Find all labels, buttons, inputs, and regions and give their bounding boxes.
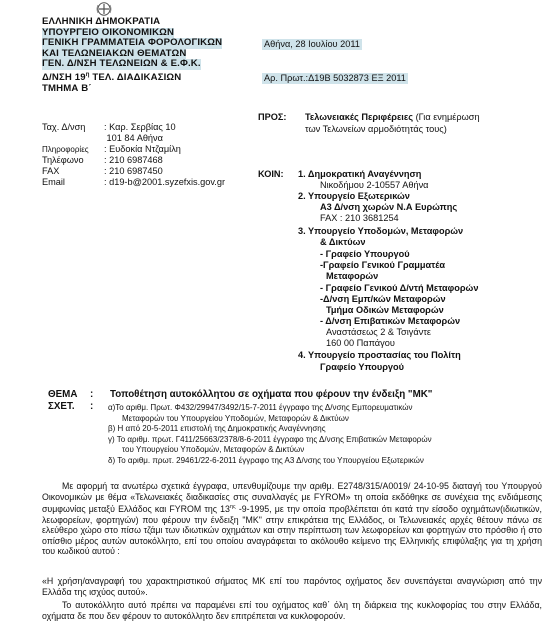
recipient-label: ΠΡΟΣ: (258, 112, 287, 122)
contact-row: Τηλέφωνο : 210 6987468 (42, 155, 163, 166)
reference-item: γ) Το αριθμ. πρωτ. Γ411/25663/2378/8-6-2011 έγγραφο της Δ/νσης Επιβατικών Μεταφορών (108, 434, 432, 444)
cc-item: 160 00 Παπάγου (326, 338, 395, 348)
reference-item: α)Το αριθμ. Πρωτ. Φ432/29947/3492/15-7-2011 έγγραφο της Δ/νσης Εμπορευματικών (108, 403, 413, 412)
protocol-number: Αρ. Πρωτ.:Δ19Β 5032873 ΕΞ 2011 (264, 73, 406, 83)
cc-item: 2. Υπουργείο Εξωτερικών (298, 191, 410, 201)
cc-item: -Γραφείο Γενικού Γραμματέα (320, 260, 446, 270)
cc-item: Μεταφορών (326, 271, 379, 281)
contact-row: Ταχ. Δ/νση : Καρ. Σερβίας 10 (42, 122, 176, 132)
recipient-rest-1: (Για ενημέρωση (413, 112, 480, 122)
cc-item: 1. Δημοκρατική Αναγέννηση (298, 169, 422, 179)
contact-row: 101 84 Αθήνα (104, 133, 163, 144)
subject-colon: : (90, 389, 94, 400)
header-line-ministry: ΥΠΟΥΡΓΕΙΟ ΟΙΚΟΝΟΜΙΚΩΝ (42, 26, 175, 38)
header-line-customs-matters: ΚΑΙ ΤΕΛΩΝΕΙΑΚΩΝ ΘΕΜΑΤΩΝ (42, 47, 187, 59)
reference-item: του Υπουργείου Υποδομών, Μεταφορών & Δικτύων (122, 445, 305, 455)
cc-item: - Γραφείο Υπουργού (320, 249, 410, 259)
cc-item: & Δικτύων (320, 237, 366, 247)
recipient-text (305, 112, 480, 135)
reference-item: δ) Το αριθμ. πρωτ. 29461/22-6-2011 έγγραφο της Α3 Δ/νσης του Υπουργείου Εξωτερικών (108, 455, 424, 465)
cc-item: Νικοδήμου 2-10557 Αθήνα (320, 180, 429, 190)
reference-item: β) Η από 20-5-2011 επιστολή της Δημοκρατικής Αναγέννησης (108, 424, 326, 434)
cc-item: - Γραφείο Γενικού Δ/ντή Μεταφορών (320, 283, 479, 293)
reference-item: Μεταφορών του Υπουργείου Υποδομών, Μεταφορών & Δικτύων (122, 413, 349, 423)
references-label: ΣΧΕΤ. (48, 401, 75, 412)
recipient-rest-2: των Τελωνείων αρμοδιότητάς τους) (305, 123, 447, 134)
document-date: Αθήνα, 28 Ιουλίου 2011 (264, 39, 360, 49)
contact-block (42, 122, 225, 189)
header-line-secretariat: ΓΕΝΙΚΗ ΓΡΑΜΜΑΤΕΙΑ ΦΟΡΟΛΟΓΙΚΩΝ (42, 37, 223, 49)
cc-item: Γραφείο Υπουργού (320, 362, 404, 372)
cc-item: 4. Υπουργείο προστασίας του Πολίτη (298, 350, 461, 360)
body-paragraph-1: Με αφορμή τα ανωτέρω σχετικά έγγραφα, υπενθυμίζουμε την αριθμ. Ε2748/315/Α0019/ 24-10-95 διαταγή του Υπουργού Οικονομικών με θέμα «Τελωνειακές διαδικασίες στις συναλλαγές με FYROM» τη οποία εκδόθηκε σε συνέχεια της ενδιάμεσης συμφωνίας μεταξύ Ελλάδος και FYROM της $13^{\eta\varsigma}$ -9-1995, με την οποία προβλέπεται ότι κατά την είσοδο οχημάτων(ιδιωτικών, λεωφορείων, φορτηγών) που φέρουν την ένδειξη "ΜΚ" στην επικράτεια της Ελλάδος, οι Τελωνειακές αρχές θέτουν πάνω σε ελεύθερο χώρο στο πίσω τζάμι των ιδιωτικών οχημάτων και στην περίπτωση των λεωφορείων και φορτηγών στο πρόσθιο ή στο οπίσθιο μέρος αυτών αυτοκόλλητο, επί του οποίου αναγράφεται το ακόλουθο κείμενο της Ελληνικής επιφύλαξης για τη χρήση του κωδικού αυτού : (42, 481, 542, 557)
contact-row: Email : d19-b@2001.syzefxis.gov.gr (42, 177, 225, 188)
cc-item: -Δ/νση Εμπ/κών Μεταφορών (320, 294, 446, 304)
header-line-general-directorate: ΓΕΝ. Δ/ΝΣΗ ΤΕΛΩΝΕΙΩΝ & Ε.Φ.Κ. (42, 58, 201, 70)
cc-item: Τμήμα Οδικών Μεταφορών (326, 305, 444, 315)
recipient-bold: Τελωνειακές Περιφέρειες (305, 112, 414, 122)
hellenic-emblem-icon (94, 2, 114, 16)
cc-label: ΚΟΙΝ: (258, 169, 284, 179)
header-line-republic: ΕΛΛΗΝΙΚΗ ΔΗΜΟΚΡΑΤΙΑ (42, 16, 161, 27)
cc-item: 3. Υπουργείο Υποδομών, Μεταφορών (298, 226, 464, 236)
cc-item: Αναστάσεως 2 & Τσιγάντε (326, 327, 431, 337)
subject-label: ΘΕΜΑ (48, 389, 78, 400)
contact-row: FAX : 210 6987450 (42, 166, 163, 177)
header-ministry-block (42, 17, 222, 94)
body-quote: «Η χρήση/αναγραφή του χαρακτηριστικού σήματος ΜΚ επί του παρόντος οχήματος δεν συνεπάγεται αναγνώριση από την Ελλάδα της ισχύος αυτού». (42, 576, 542, 597)
header-line-section: ΤΜΗΜΑ Β΄ (42, 82, 92, 94)
contact-row: Πληροφορίες : Ευδοκία Ντζαμίλη (42, 144, 181, 155)
cc-item: Α3 Δ/νση χωρών Ν.Α Ευρώπης (320, 202, 458, 212)
subject-text: Τοποθέτηση αυτοκόλλητου σε οχήματα που φέρουν την ένδειξη "ΜΚ" (110, 389, 433, 400)
cc-item: - Δ/νση Επιβατικών Μεταφορών (320, 316, 461, 326)
header-line-directorate: Δ/ΝΣΗ $19^\eta$ ΤΕΛ. ΔΙΑΔΙΚΑΣΙΩΝ (42, 71, 182, 84)
body-paragraph-2: Το αυτοκόλλητο αυτό πρέπει να παραμένει επί του οχήματος καθ΄ όλη τη διάρκεια της κυκλοφορίας του στην Ελλάδα, οχήματα δε που δεν φέρουν το αυτοκόλλητο δεν επιτρέπεται να κυκλοφορούν. (42, 600, 542, 621)
references-colon: : (90, 401, 94, 412)
contact-email-link[interactable]: : d19-b@2001.syzefxis.gov.gr (104, 177, 225, 188)
references-list (108, 403, 432, 467)
cc-item: FAX : 210 3681254 (320, 213, 399, 223)
